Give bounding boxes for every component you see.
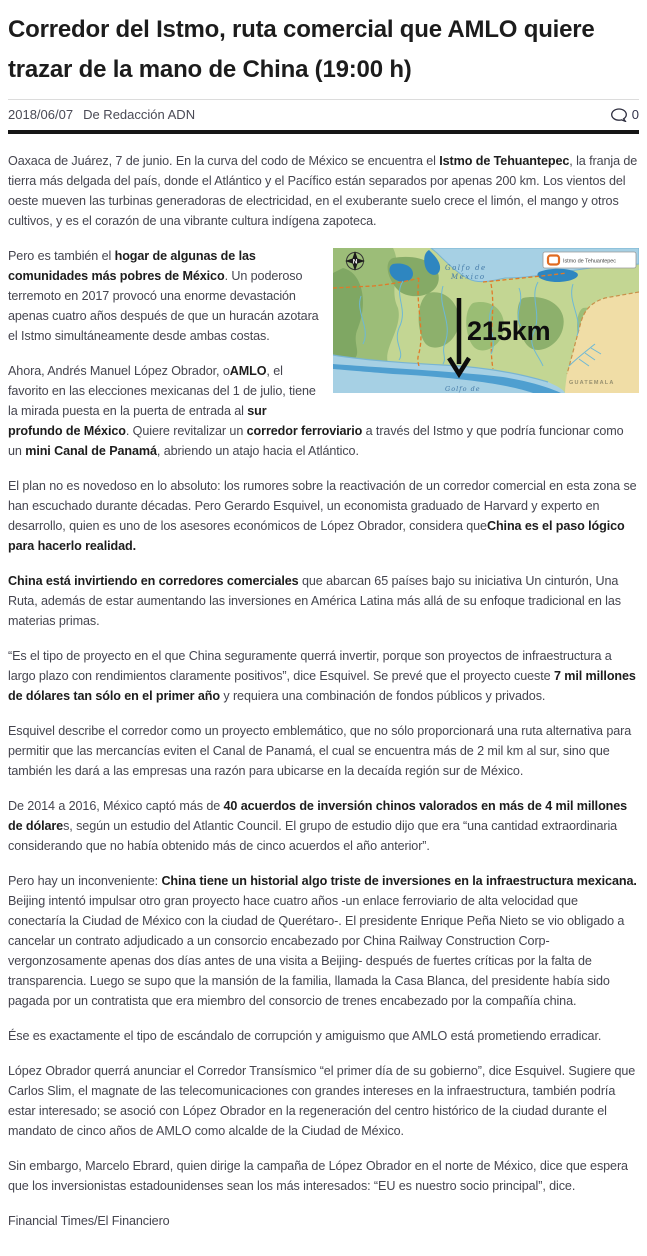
text-run: El plan no es novedoso en lo absoluto: los rumores sobre la reactivación de un corredor comercial en esta zona se han escuchado durante décadas. Pero Gerardo Esquivel, un economista graduado de Harvard y experto en desarrollo, quien es uno de los asesores económicos de López Obrador, considera que — [8, 479, 637, 533]
text-run: Pero es también el — [8, 249, 115, 263]
page-title: Corredor del Istmo, ruta comercial que AMLO quiere trazar de la mano de China (19:00 h) — [8, 16, 595, 83]
meta-left — [8, 107, 195, 122]
article-paragraph — [8, 1156, 639, 1196]
isthmus-map-image — [333, 248, 639, 393]
tehuantepec-map — [333, 248, 639, 393]
article-date: 2018/06/07 — [8, 107, 74, 122]
bold-text-run: China tiene un historial algo triste de inversiones en la infraestructura mexicana. — [161, 874, 637, 888]
text-run: , el favorito en las elecciones mexicanas del 1 de julio, tiene la mirada puesta en la puerta de entrada al — [8, 364, 316, 418]
bold-text-run: China es el paso lógico para hacerlo realidad. — [8, 519, 625, 553]
guatemala-label: GUATEMALA — [569, 380, 615, 386]
text-run: . Un poderoso terremoto en 2017 provocó una enorme devastación apenas cuatro años después de que un huracán azotara el Istmo simultáneamente desde ambas costas. — [8, 269, 319, 343]
bold-text-run: corredor ferroviario — [246, 424, 363, 438]
text-run: López Obrador querrá anunciar el Corredor Transísmico “el primer día de su gobierno”, dice Esquivel. Sugiere que Carlos Slim, el magnate de las telecomunicaciones con grandes intereses en la infraestructura, también podría estar interesado; se asoció con López Obrador en la regeneración del centro histórico de la ciudad durante el mandato de cinco años de AMLO como alcalde de la Ciudad de México. — [8, 1064, 636, 1138]
article-page — [0, 10, 647, 1231]
text-run: Financial Times/El Financiero — [8, 1214, 170, 1228]
text-run: “Es el tipo de proyecto en el que China seguramente querrá invertir, porque son proyectos de infraestructura a largo plazo con rendimientos claramente positivos”, dice Esquivel. Se prevé que el proyecto cueste — [8, 649, 612, 683]
bold-text-run: AMLO — [229, 364, 267, 378]
distance-label: 215km — [467, 316, 551, 346]
gulf-of-mexico-label-2: México — [451, 273, 486, 281]
text-run: Esquivel describe el corredor como un proyecto emblemático, que no sólo proporcionará una ruta alternativa para permitir que las mercancías eviten el Canal de Panamá, el cual se encuentra más de 2 mil km al sur, sino que también les dará a las empresas una razón para ubicarse en la decaída región sur de México. — [8, 724, 632, 778]
text-run: que abarcan 65 países bajo su iniciativa Un cinturón, Una Ruta, además de estar aumentando las inversiones en América Latina más allá de su enfoque tradicional en las materias primas. — [8, 574, 621, 628]
article-paragraph — [8, 1211, 639, 1231]
text-run: Sin embargo, Marcelo Ebrard, quien dirige la campaña de López Obrador en el norte de México, dice que espera que los inversionistas estadounidenses sean los más interesados: “EU es nuestro socio principal”, dice. — [8, 1159, 628, 1193]
article-paragraph — [8, 476, 639, 556]
bold-text-run: 7 mil millones de dólares tan sólo en el primer año — [8, 669, 636, 703]
text-run: s, según un estudio del Atlantic Council. El grupo de estudio dijo que era “una cantidad extraordinaria considerando que no había obtenido más de cinco acuerdos el año anterior”. — [8, 819, 618, 853]
article-paragraph — [8, 871, 639, 1011]
article-author: De Redacción ADN — [83, 107, 196, 122]
article-paragraph — [8, 796, 639, 856]
comments-count: 0 — [631, 107, 639, 122]
article-meta — [8, 100, 639, 130]
article-paragraph — [8, 571, 639, 631]
article-paragraph — [8, 1061, 639, 1141]
text-run: . Quiere revitalizar un — [125, 424, 247, 438]
bold-text-run: hogar de algunas de las comunidades más pobres de México — [8, 249, 256, 283]
article-paragraph — [8, 151, 639, 231]
speech-bubble-icon — [611, 108, 627, 122]
text-run: Ése es exactamente el tipo de escándalo de corrupción y amiguismo que AMLO está prometiendo erradicar. — [8, 1029, 602, 1043]
text-run: Beijing intentó impulsar otro gran proyecto hace cuatro años -un enlace ferroviario de alta velocidad que conectaría la Ciudad de México con la ciudad de Querétaro-. El presidente Enrique Peña Nieto se vio obligado a cancelar un contrato adjudicado a un consorcio encabezado por China Railway Construction Corp- vergonzosamente apenas dos días antes de una visita a Beijing- después de fuertes críticas por la falta de transparencia. Luego se supo que la mansión de la familia, llamada la Casa Blanca, del presidente había sido pagada por un contratista que era miembro del consorcio de trenes encabezado por la compañía china. — [8, 894, 625, 1008]
bold-text-run: China está invirtiendo en corredores comerciales — [8, 574, 299, 588]
text-run: , abriendo un atajo hacia el Atlántico. — [156, 444, 359, 458]
article-body — [8, 151, 639, 1231]
text-run: Oaxaca de Juárez, 7 de junio. En la curva del codo de México se encuentra el — [8, 154, 440, 168]
bold-text-run: 40 acuerdos de inversión chinos valorados en más de 4 mil millones de dólare — [8, 799, 628, 833]
article-paragraph — [8, 1026, 639, 1046]
text-run: Ahora, Andrés Manuel López Obrador, o — [8, 364, 230, 378]
text-run: Pero hay un inconveniente: — [8, 874, 162, 888]
map-legend — [543, 252, 636, 268]
svg-text:N: N — [352, 258, 358, 266]
text-run: , la franja de tierra más delgada del país, donde el Atlántico y el Pacífico están separados por apenas 200 km. Los vientos del oeste mueven las turbinas generadoras de electricidad, en el exuberante suelo crece el limón, el mango y otros cultivos, y es el corazón de una vibrante cultura indígena zapoteca. — [8, 154, 638, 228]
bold-text-run: sur profundo de México — [8, 404, 267, 438]
text-run: a través del Istmo y que podría funcionar como un — [8, 424, 624, 458]
legend-label: Istmo de Tehuantepec — [563, 258, 616, 265]
comments-link[interactable] — [611, 107, 639, 122]
text-run: De 2014 a 2016, México captó más de — [8, 799, 224, 813]
header-divider-thick — [8, 130, 639, 134]
bold-text-run: mini Canal de Panamá — [25, 444, 157, 458]
article-paragraph — [8, 646, 639, 706]
article-paragraph — [8, 721, 639, 781]
bold-text-run: Istmo de Tehuantepec — [439, 154, 570, 168]
gulf-of-mexico-label-1: Golfo de — [445, 264, 487, 272]
gulf-of-tehuantepec-label: Golfo de — [445, 385, 481, 393]
text-run: y requiera una combinación de fondos públicos y privados. — [219, 689, 546, 703]
